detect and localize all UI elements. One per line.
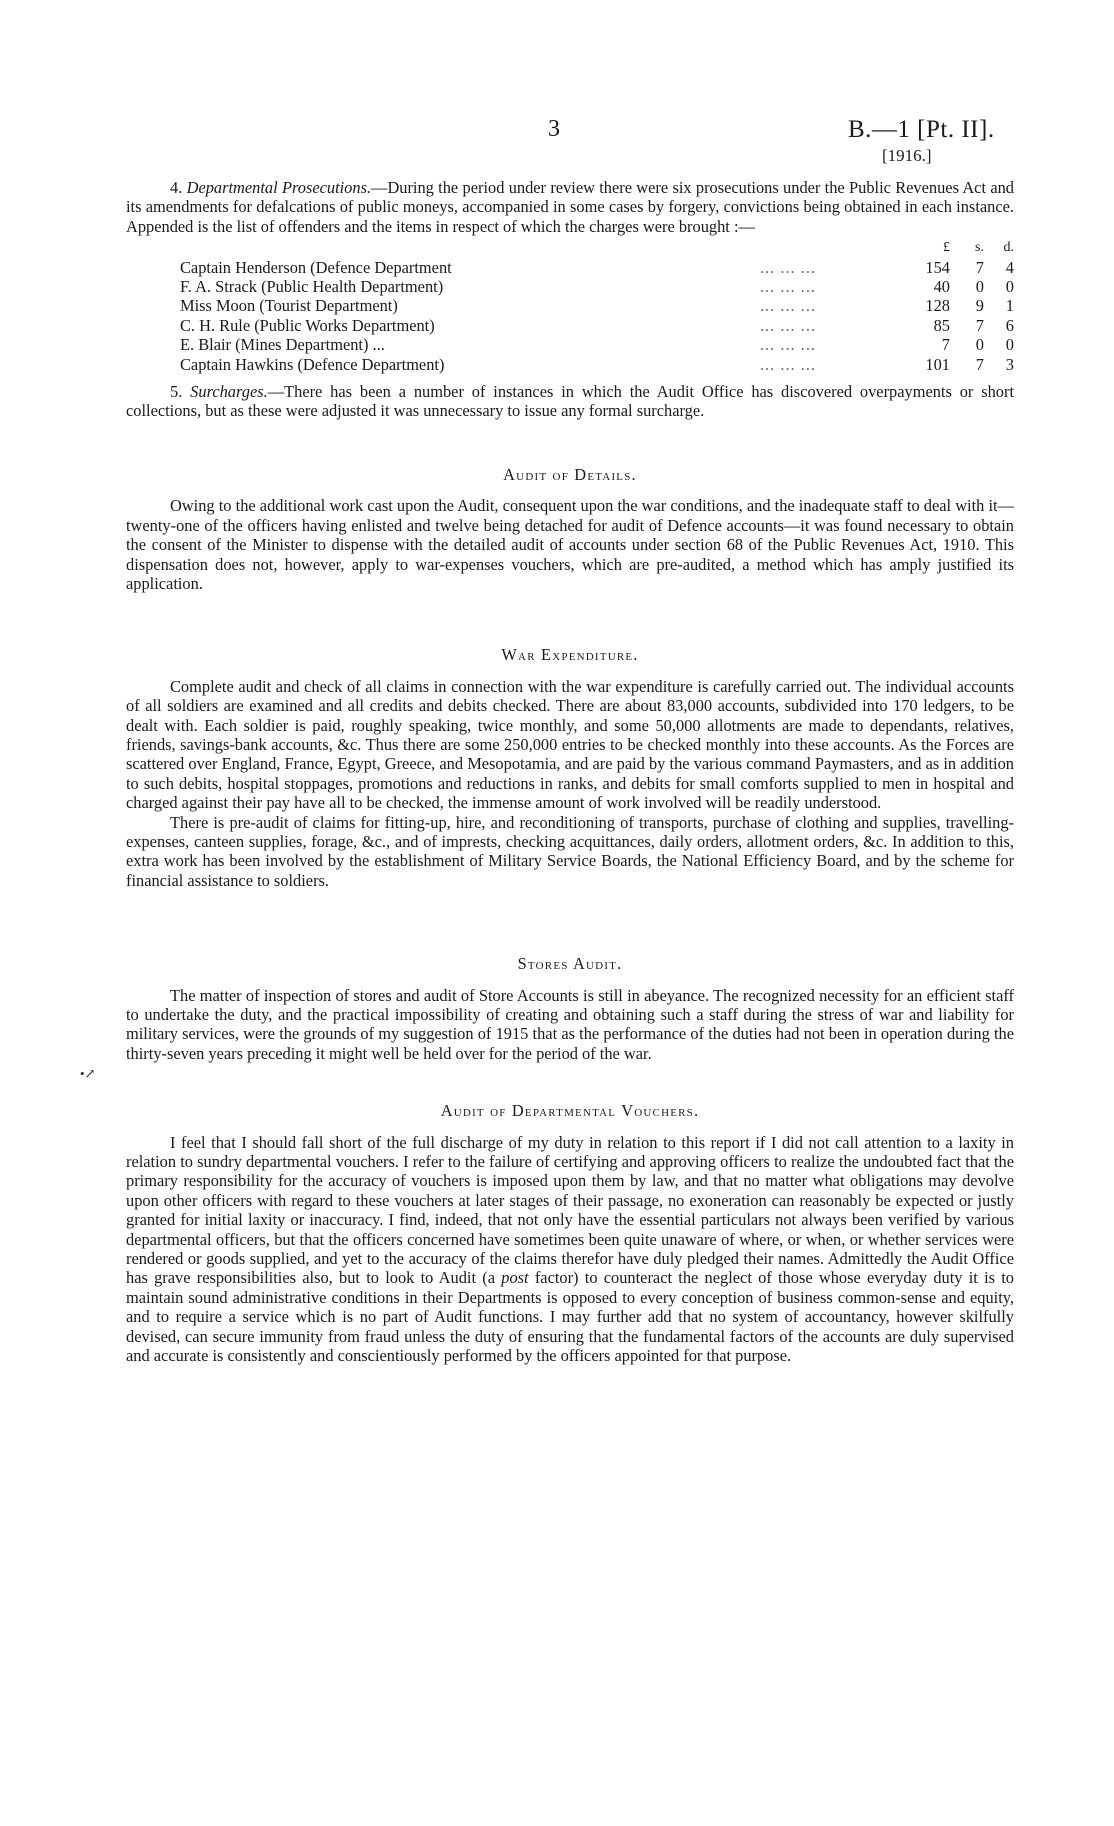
offender-name: E. Blair (Mines Department) ... [180, 335, 385, 355]
dot-leader: ... ... ... [759, 257, 817, 277]
surcharges-paragraph [126, 382, 1014, 421]
offender-name: C. H. Rule (Public Works Department) [180, 315, 435, 335]
offender-name: F. A. Strack (Public Health Department) [180, 277, 444, 297]
document-year: [1916.] [882, 146, 932, 165]
table-row [180, 258, 1014, 277]
amount-pounds: 7 [941, 335, 950, 355]
amount-pence: 3 [1005, 354, 1014, 374]
shillings-header: s. [975, 240, 984, 256]
amount-shillings: 0 [975, 277, 984, 297]
page-body [126, 178, 1014, 1366]
amount-pence: 0 [1005, 277, 1014, 297]
prosecutions-paragraph [126, 178, 1014, 236]
amount-pounds: 40 [933, 277, 950, 297]
pounds-header: £ [943, 240, 950, 256]
table-row [180, 316, 1014, 335]
amount-pence: 0 [1005, 335, 1014, 355]
section-title: Surcharges. [190, 382, 268, 402]
dot-leader: ... ... ... [759, 296, 817, 316]
amount-pence: 6 [1005, 315, 1014, 335]
dot-leader: ... ... ... [759, 335, 817, 355]
document-reference: B.—1 [Pt. II]. [848, 116, 995, 143]
audit-of-details-paragraph: Owing to the additional work cast upon the Audit, consequent upon the war conditions, and the inadequate staff to deal with it—twenty-one of the officers having enlisted and twelve being detached for audit of Defence accounts—it was found necessary to obtain the consent of the Minister to dispense with the detailed audit of accounts under section 68 of the Public Revenues Act, 1910. This dispensation does not, however, apply to war-expenses vouchers, which are pre-audited, a method which has amply justified its application. [126, 496, 1014, 593]
dot-leader: ... ... ... [759, 277, 817, 297]
amount-pounds: 85 [933, 315, 950, 335]
offender-name: Miss Moon (Tourist Department) [180, 296, 398, 316]
amount-pounds: 128 [925, 296, 950, 316]
amount-shillings: 7 [975, 315, 984, 335]
table-row [180, 335, 1014, 354]
money-header-row [180, 238, 1014, 257]
amount-pence: 4 [1005, 257, 1014, 277]
dot-leader: ... ... ... [759, 354, 817, 374]
stores-audit-heading: Stores Audit. [517, 954, 623, 974]
amount-pounds: 101 [925, 354, 950, 374]
margin-mark-icon: •↗ [80, 1066, 96, 1081]
offender-name: Captain Henderson (Defence Department [180, 257, 452, 277]
offender-name: Captain Hawkins (Defence Department) [180, 354, 445, 374]
section-number: 5. [170, 382, 183, 402]
war-expenditure-paragraph-2: There is pre-audit of claims for fitting-up, hire, and reconditioning of transports, purchase of clothing and supplies, travelling-expenses, canteen supplies, forage, &c., and of imprests, checking acquittances, daily orders, allotment orders, &c. In addition to this, extra work has been involved by the establishment of Military Service Boards, the National Efficiency Board, and by the scheme for financial assistance to soldiers. [126, 812, 1014, 890]
dot-leader: ... ... ... [759, 315, 817, 335]
amount-pence: 1 [1005, 296, 1014, 316]
paragraph-text: factor) to counteract the neglect of those whose everyday duty it is to maintain sound administrative conditions in their Departments is opposed to every conception of business common-sense and equity, and to require a service which is no part of Audit functions. I may further add that no system of accountancy, however skilfully devised, can secure immunity from fraud unless the duty of ensuring that the fundamental factors of the accounts are duly supervised and accurate is consistently and conscientiously performed by the officers appointed for that purpose. [126, 1268, 1015, 1366]
section-number: 4. [170, 178, 183, 197]
section-text: —During the period under review there were six prosecutions under the Public Revenues Act and its amendments for defalcations of public moneys, accompanied in some cases by forgery, convictions being obtained in each instance. Appended is the list of offenders and the items in respect of which the charges were brought :— [126, 178, 1014, 236]
audit-of-vouchers-paragraph [126, 1133, 1014, 1366]
war-expenditure-paragraph-1: Complete audit and check of all claims in connection with the war expenditure is carefully carried out. The individual accounts of all soldiers are examined and all credits and debits checked. There are about 83,000 accounts, subdivided into 170 ledgers, to be dealt with. Each soldier is paid, roughly speaking, twice monthly, and some 50,000 allotments are made to dependants, relatives, friends, savings-bank accounts, &c. Thus there are some 250,000 entries to be checked monthly into these accounts. As the Forces are scattered over England, France, Egypt, Greece, and Mesopotamia, and are paid by the various command Paymasters, and as in addition to such debits, hospital stoppages, promotions and reductions in ranks, and debits for small comforts supplied to men in hospital and charged against their pay have all to be checked, the immense amount of work involved will be readily understood. [126, 676, 1014, 813]
stores-audit-paragraph: The matter of inspection of stores and audit of Store Accounts is still in abeyance. The recognized necessity for an efficient staff to undertake the duty, and the practical impossibility of creating and obtaining such a staff during the stress of war and liability for military services, were the grounds of my suggestion of 1915 that as the performance of the duties had not been in operation during the thirty-seven years preceding it might well be held over for the period of the war. [126, 985, 1014, 1063]
section-text: —There has been a number of instances in which the Audit Office has discovered overpayments or short collections, but as these were adjusted it was unnecessary to issue any formal surcharge. [126, 382, 1015, 421]
table-row [180, 277, 1014, 296]
war-expenditure-heading: War Expenditure. [501, 645, 639, 665]
offenders-table [180, 238, 1014, 374]
page-number: 3 [548, 116, 560, 142]
table-row [180, 296, 1014, 315]
amount-pounds: 154 [925, 257, 950, 277]
audit-of-vouchers-heading: Audit of Departmental Vouchers. [440, 1101, 700, 1121]
table-row [180, 355, 1014, 374]
amount-shillings: 9 [975, 296, 984, 316]
pence-header: d. [1003, 240, 1014, 256]
amount-shillings: 7 [975, 354, 984, 374]
paragraph-text: I feel that I should fall short of the full discharge of my duty in relation to this report if I did not call attention to a laxity in relation to sundry departmental vouchers. I refer to the failure of certifying and approving officers to realize the undoubted fact that the primary responsibility for the accuracy of vouchers is imposed upon them by law, and that no matter what obligations may devolve upon other officers with regard to these vouchers at later stages of their passage, no exoneration can reasonably be expected or justly granted for initial laxity or inaccuracy. I find, indeed, that not only have the essential particulars not always been verified by various departmental officers, but that the officers concerned have sometimes been quite unaware of where, or when, or whether services were rendered or goods supplied, and yet to the accuracy of the claims therefor have duly pledged their names. Admittedly the Audit Office has grave responsibilities also, but to look to Audit (a [126, 1132, 1014, 1288]
section-title: Departmental Prosecutions. [186, 178, 372, 197]
italic-term: post [501, 1268, 529, 1288]
amount-shillings: 7 [975, 257, 984, 277]
amount-shillings: 0 [975, 335, 984, 355]
audit-of-details-heading: Audit of Details. [503, 464, 637, 484]
